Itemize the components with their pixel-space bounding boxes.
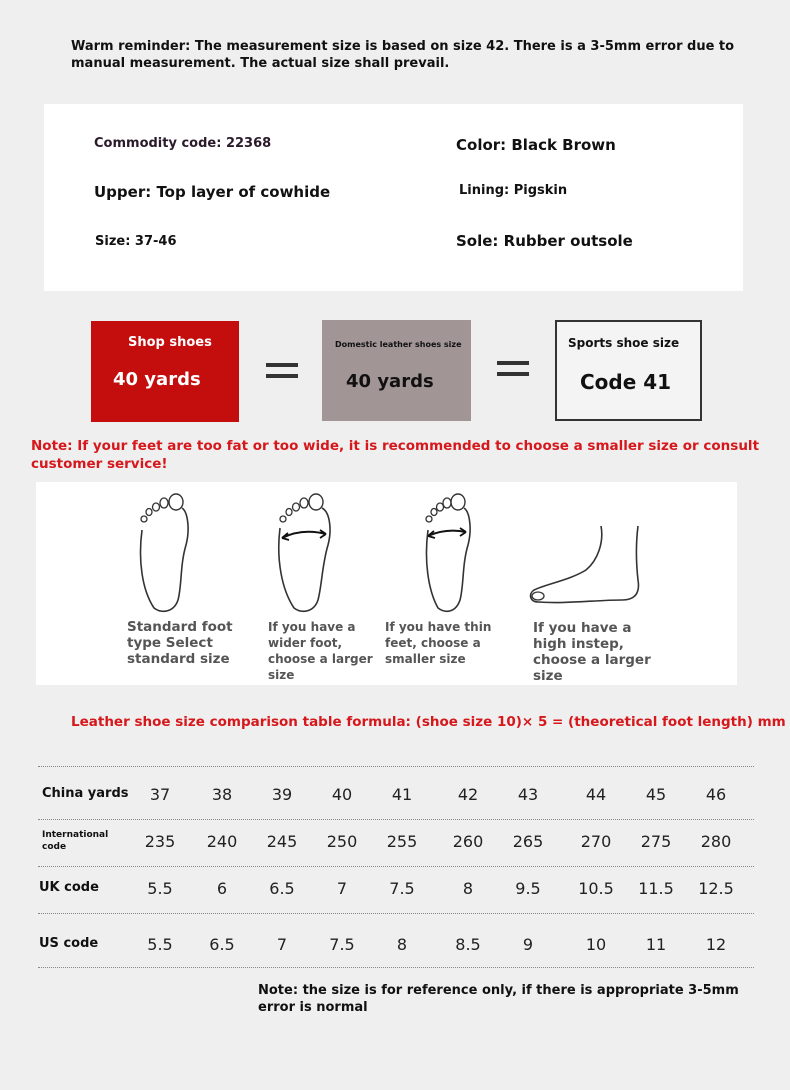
table-cell: 240 [206,832,238,851]
table-cell: 39 [271,785,293,804]
table-cell: 270 [580,832,612,851]
table-cell: 9 [522,935,534,954]
standard-foot-icon [132,490,196,615]
sports-size-box [555,320,702,421]
table-cell: 5.5 [147,879,173,898]
table-cell: 5.5 [147,935,173,954]
upper-info: Upper: Top layer of cowhide [94,183,331,201]
table-cell: 41 [391,785,413,804]
foot-caption-standard: Standard foot type Select standard size [127,619,233,667]
table-cell: 11.5 [638,879,674,898]
table-cell: 8.5 [455,935,481,954]
high-instep-foot-icon [526,522,646,610]
table-cell: 250 [326,832,358,851]
domestic-size-value: 40 yards [346,371,434,392]
equals-sign-1 [266,363,298,379]
table-row-label: China yards [42,786,129,801]
table-cell: 10.5 [578,879,614,898]
table-cell: 7.5 [329,935,355,954]
size-formula: Leather shoe size comparison table formula: (shoe size 10)× 5 = (theoretical foot length) mm [71,714,786,730]
table-cell: 235 [144,832,176,851]
table-cell: 260 [452,832,484,851]
foot-caption-thin: If you have thin feet, choose a smaller size [385,620,492,666]
lining-info: Lining: Pigskin [459,183,568,198]
warm-reminder: Warm reminder: The measurement size is based on size 42. There is a 3-5mm error due to manual measurement. The actual size shall prevail. [71,39,735,71]
table-row-label: UK code [39,880,99,895]
table-cell: 275 [640,832,672,851]
table-cell: 37 [149,785,171,804]
foot-caption-wide: If you have a wider foot, choose a larger size [268,620,373,682]
table-cell: 45 [645,785,667,804]
shop-shoes-value: 40 yards [113,369,201,390]
table-cell: 245 [266,832,298,851]
shop-shoes-box [91,321,239,422]
table-row-label: US code [39,936,99,951]
reference-note: Note: the size is for reference only, if there is appropriate 3-5mm error is normal [258,983,739,1015]
table-row-label: International code [42,830,109,852]
table-cell: 44 [585,785,607,804]
table-cell: 12 [705,935,727,954]
table-divider [38,766,754,767]
table-cell: 6.5 [269,879,295,898]
table-cell: 9.5 [515,879,541,898]
sports-size-value: Code 41 [580,370,672,394]
table-cell: 6 [216,879,228,898]
size-info: Size: 37-46 [95,234,177,249]
domestic-size-label: Domestic leather shoes size [335,340,462,349]
table-cell: 7.5 [389,879,415,898]
fit-note: Note: If your feet are too fat or too wide, it is recommended to choose a smaller size or consult customer service! [31,438,760,472]
thin-foot-icon [416,490,480,615]
table-cell: 11 [645,935,667,954]
table-cell: 7 [276,935,288,954]
table-cell: 7 [336,879,348,898]
wide-foot-icon [272,490,336,615]
table-cell: 46 [705,785,727,804]
table-cell: 8 [462,879,474,898]
sports-size-label: Sports shoe size [568,336,680,350]
table-cell: 40 [331,785,353,804]
table-cell: 38 [211,785,233,804]
equals-sign-2 [497,361,529,377]
table-cell: 42 [457,785,479,804]
table-cell: 12.5 [698,879,734,898]
commodity-code: Commodity code: 22368 [94,136,272,151]
domestic-size-box [322,320,471,421]
foot-caption-high-instep: If you have a high instep, choose a larger size [533,620,651,684]
table-cell: 280 [700,832,732,851]
table-divider [38,967,754,968]
table-cell: 265 [512,832,544,851]
shop-shoes-label: Shop shoes [128,335,212,350]
table-divider [38,913,754,914]
table-cell: 8 [396,935,408,954]
table-cell: 255 [386,832,418,851]
table-cell: 10 [585,935,607,954]
table-divider [38,819,754,820]
table-cell: 6.5 [209,935,235,954]
sole-info: Sole: Rubber outsole [456,232,633,250]
table-divider [38,866,754,867]
color-info: Color: Black Brown [456,136,616,154]
table-cell: 43 [517,785,539,804]
